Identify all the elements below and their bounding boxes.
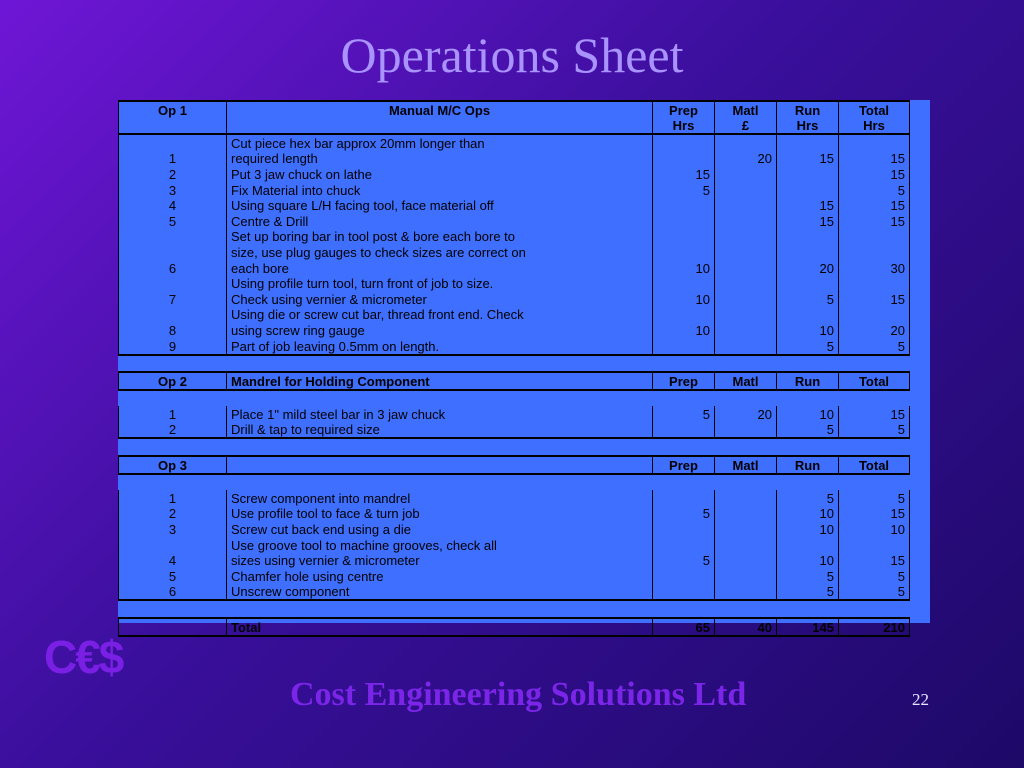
step-number: 7 xyxy=(119,291,227,307)
step-description: required length xyxy=(227,151,653,167)
op3-header-row xyxy=(119,456,910,474)
step-run-hours xyxy=(777,307,839,323)
totals-label: Total xyxy=(227,618,653,636)
step-total-hours: 5 xyxy=(839,490,910,506)
totals-total: 210 xyxy=(839,618,910,636)
step-material-cost xyxy=(715,422,777,439)
step-number: 1 xyxy=(119,406,227,422)
step-material-cost xyxy=(715,213,777,229)
step-total-hours: 15 xyxy=(839,553,910,569)
step-number xyxy=(119,276,227,292)
step-material-cost xyxy=(715,322,777,338)
step-total-hours: 15 xyxy=(839,213,910,229)
step-total-hours: 5 xyxy=(839,568,910,584)
page-number: 22 xyxy=(912,690,929,709)
step-total-hours: 15 xyxy=(839,506,910,522)
step-run-hours: 10 xyxy=(777,406,839,422)
step-prep-hours xyxy=(653,134,715,151)
op2-step-row xyxy=(119,406,910,422)
op1-step-row xyxy=(119,134,910,151)
step-prep-hours: 10 xyxy=(653,260,715,276)
op1-prep-header: Prep xyxy=(653,101,715,118)
step-description: using screw ring gauge xyxy=(227,322,653,338)
step-number: 2 xyxy=(119,166,227,182)
step-number xyxy=(119,229,227,245)
spacer-cell xyxy=(119,390,910,407)
op1-step-row xyxy=(119,244,910,260)
step-prep-hours xyxy=(653,229,715,245)
step-total-hours xyxy=(839,276,910,292)
step-description: Using profile turn tool, turn front of job to size. xyxy=(227,276,653,292)
spacer-cell xyxy=(119,438,910,456)
spacer-row xyxy=(119,355,910,373)
step-total-hours xyxy=(839,244,910,260)
op3-step-row xyxy=(119,568,910,584)
op1-matl-header: Matl xyxy=(715,101,777,118)
step-run-hours: 10 xyxy=(777,521,839,537)
step-run-hours xyxy=(777,229,839,245)
step-description: Using die or screw cut bar, thread front end. Check xyxy=(227,307,653,323)
op3-total-header: Total xyxy=(839,456,910,474)
step-run-hours: 10 xyxy=(777,553,839,569)
op2-total-header: Total xyxy=(839,372,910,390)
total-unit: Hrs xyxy=(839,118,910,135)
spacer-cell xyxy=(119,474,910,491)
op2-description-header: Mandrel for Holding Component xyxy=(227,372,653,390)
totals-matl: 40 xyxy=(715,618,777,636)
step-number: 5 xyxy=(119,568,227,584)
step-number: 8 xyxy=(119,322,227,338)
step-prep-hours xyxy=(653,338,715,355)
op1-step-row xyxy=(119,260,910,276)
step-prep-hours xyxy=(653,490,715,506)
step-description: sizes using vernier & micrometer xyxy=(227,553,653,569)
step-total-hours: 15 xyxy=(839,151,910,167)
step-material-cost xyxy=(715,229,777,245)
spacer-cell xyxy=(119,355,910,373)
step-description: Screw component into mandrel xyxy=(227,490,653,506)
step-total-hours: 5 xyxy=(839,182,910,198)
op1-step-row xyxy=(119,322,910,338)
op2-op-label: Op 2 xyxy=(119,372,227,390)
step-run-hours: 20 xyxy=(777,260,839,276)
step-prep-hours: 15 xyxy=(653,166,715,182)
step-run-hours xyxy=(777,182,839,198)
step-total-hours: 10 xyxy=(839,521,910,537)
step-number: 9 xyxy=(119,338,227,355)
step-description: Cut piece hex bar approx 20mm longer than xyxy=(227,134,653,151)
op3-step-row xyxy=(119,490,910,506)
operations-table-body xyxy=(119,101,910,636)
spacer-row xyxy=(119,390,910,407)
step-prep-hours xyxy=(653,537,715,553)
step-description: Use profile tool to face & turn job xyxy=(227,506,653,522)
step-prep-hours xyxy=(653,521,715,537)
step-material-cost xyxy=(715,307,777,323)
totals-op-cell xyxy=(119,618,227,636)
step-material-cost xyxy=(715,506,777,522)
step-total-hours xyxy=(839,229,910,245)
step-description: Unscrew component xyxy=(227,584,653,601)
step-description: Screw cut back end using a die xyxy=(227,521,653,537)
totals-prep: 65 xyxy=(653,618,715,636)
step-prep-hours xyxy=(653,307,715,323)
op3-step-row xyxy=(119,506,910,522)
step-description: Place 1" mild steel bar in 3 jaw chuck xyxy=(227,406,653,422)
step-run-hours xyxy=(777,537,839,553)
step-description: size, use plug gauges to check sizes are correct on xyxy=(227,244,653,260)
op3-step-row xyxy=(119,537,910,553)
op1-step-row xyxy=(119,198,910,214)
step-total-hours xyxy=(839,537,910,553)
step-description: Set up boring bar in tool post & bore each bore to xyxy=(227,229,653,245)
step-prep-hours xyxy=(653,568,715,584)
step-number: 2 xyxy=(119,422,227,439)
op2-matl-header: Matl xyxy=(715,372,777,390)
op3-description-header xyxy=(227,456,653,474)
step-material-cost xyxy=(715,276,777,292)
op1-op-label: Op 1 xyxy=(119,101,227,118)
step-run-hours xyxy=(777,166,839,182)
op1-step-row xyxy=(119,151,910,167)
op1-step-row xyxy=(119,338,910,355)
op3-step-row xyxy=(119,521,910,537)
step-number xyxy=(119,134,227,151)
operations-table xyxy=(118,100,910,637)
step-run-hours: 5 xyxy=(777,584,839,601)
op1-total-header: Total xyxy=(839,101,910,118)
step-material-cost xyxy=(715,490,777,506)
step-number: 3 xyxy=(119,521,227,537)
step-run-hours: 5 xyxy=(777,422,839,439)
step-number: 1 xyxy=(119,151,227,167)
step-material-cost xyxy=(715,182,777,198)
step-prep-hours: 5 xyxy=(653,506,715,522)
spacer-row xyxy=(119,600,910,618)
step-run-hours xyxy=(777,134,839,151)
step-total-hours xyxy=(839,307,910,323)
op3-step-row xyxy=(119,553,910,569)
prep-unit: Hrs xyxy=(653,118,715,135)
op3-matl-header: Matl xyxy=(715,456,777,474)
step-run-hours: 15 xyxy=(777,151,839,167)
op1-step-row xyxy=(119,213,910,229)
step-run-hours xyxy=(777,276,839,292)
step-prep-hours: 5 xyxy=(653,182,715,198)
step-run-hours: 15 xyxy=(777,213,839,229)
step-prep-hours: 5 xyxy=(653,553,715,569)
run-unit: Hrs xyxy=(777,118,839,135)
step-prep-hours xyxy=(653,276,715,292)
op1-header-row xyxy=(119,101,910,118)
step-number: 2 xyxy=(119,506,227,522)
step-prep-hours xyxy=(653,213,715,229)
step-total-hours: 5 xyxy=(839,422,910,439)
op3-prep-header: Prep xyxy=(653,456,715,474)
step-total-hours: 5 xyxy=(839,584,910,601)
step-prep-hours xyxy=(653,151,715,167)
step-material-cost xyxy=(715,553,777,569)
step-description: Fix Material into chuck xyxy=(227,182,653,198)
step-prep-hours xyxy=(653,422,715,439)
op1-step-row xyxy=(119,276,910,292)
spacer-row xyxy=(119,438,910,456)
step-run-hours: 10 xyxy=(777,506,839,522)
step-material-cost xyxy=(715,291,777,307)
step-material-cost xyxy=(715,537,777,553)
step-material-cost xyxy=(715,198,777,214)
step-material-cost xyxy=(715,568,777,584)
step-run-hours: 5 xyxy=(777,338,839,355)
op1-step-row xyxy=(119,291,910,307)
units-desc-cell xyxy=(227,118,653,135)
step-total-hours: 5 xyxy=(839,338,910,355)
op1-step-row xyxy=(119,229,910,245)
step-run-hours: 10 xyxy=(777,322,839,338)
step-number: 4 xyxy=(119,553,227,569)
step-total-hours: 30 xyxy=(839,260,910,276)
step-description: Using square L/H facing tool, face material off xyxy=(227,198,653,214)
step-prep-hours: 10 xyxy=(653,291,715,307)
op1-step-row xyxy=(119,166,910,182)
step-total-hours: 20 xyxy=(839,322,910,338)
step-total-hours: 15 xyxy=(839,198,910,214)
totals-run: 145 xyxy=(777,618,839,636)
step-description: Part of job leaving 0.5mm on length. xyxy=(227,338,653,355)
step-run-hours: 15 xyxy=(777,198,839,214)
op1-description-header: Manual M/C Ops xyxy=(227,101,653,118)
step-run-hours: 5 xyxy=(777,568,839,584)
footer-company-name: Cost Engineering Solutions Ltd xyxy=(290,676,747,713)
step-material-cost: 20 xyxy=(715,406,777,422)
step-total-hours: 15 xyxy=(839,406,910,422)
step-description: Use groove tool to machine grooves, check all xyxy=(227,537,653,553)
op2-prep-header: Prep xyxy=(653,372,715,390)
step-material-cost: 20 xyxy=(715,151,777,167)
step-number: 4 xyxy=(119,198,227,214)
step-number: 3 xyxy=(119,182,227,198)
spacer-row xyxy=(119,474,910,491)
step-number: 6 xyxy=(119,584,227,601)
step-run-hours xyxy=(777,244,839,260)
step-number xyxy=(119,244,227,260)
step-material-cost xyxy=(715,166,777,182)
step-run-hours: 5 xyxy=(777,291,839,307)
matl-unit: £ xyxy=(715,118,777,135)
op2-step-row xyxy=(119,422,910,439)
step-total-hours xyxy=(839,134,910,151)
step-prep-hours xyxy=(653,584,715,601)
step-prep-hours xyxy=(653,244,715,260)
step-material-cost xyxy=(715,338,777,355)
company-logo: C€$ xyxy=(44,631,123,683)
op1-run-header: Run xyxy=(777,101,839,118)
step-material-cost xyxy=(715,521,777,537)
step-material-cost xyxy=(715,134,777,151)
step-description: Chamfer hole using centre xyxy=(227,568,653,584)
step-number xyxy=(119,537,227,553)
step-prep-hours: 5 xyxy=(653,406,715,422)
op2-run-header: Run xyxy=(777,372,839,390)
step-material-cost xyxy=(715,260,777,276)
step-material-cost xyxy=(715,244,777,260)
step-number: 5 xyxy=(119,213,227,229)
op1-step-row xyxy=(119,182,910,198)
op3-step-row xyxy=(119,584,910,601)
step-prep-hours xyxy=(653,198,715,214)
op1-units-row xyxy=(119,118,910,135)
operations-table-panel xyxy=(118,100,930,635)
step-run-hours: 5 xyxy=(777,490,839,506)
step-description: Centre & Drill xyxy=(227,213,653,229)
op3-op-label: Op 3 xyxy=(119,456,227,474)
units-op-cell xyxy=(119,118,227,135)
op2-header-row xyxy=(119,372,910,390)
step-description: Put 3 jaw chuck on lathe xyxy=(227,166,653,182)
op3-run-header: Run xyxy=(777,456,839,474)
step-total-hours: 15 xyxy=(839,166,910,182)
step-description: Drill & tap to required size xyxy=(227,422,653,439)
page-title: Operations Sheet xyxy=(340,27,684,83)
step-number xyxy=(119,307,227,323)
spacer-cell xyxy=(119,600,910,618)
step-number: 1 xyxy=(119,490,227,506)
step-description: Check using vernier & micrometer xyxy=(227,291,653,307)
step-material-cost xyxy=(715,584,777,601)
step-total-hours: 15 xyxy=(839,291,910,307)
totals-row xyxy=(119,618,910,636)
step-description: each bore xyxy=(227,260,653,276)
step-number: 6 xyxy=(119,260,227,276)
step-prep-hours: 10 xyxy=(653,322,715,338)
op1-step-row xyxy=(119,307,910,323)
